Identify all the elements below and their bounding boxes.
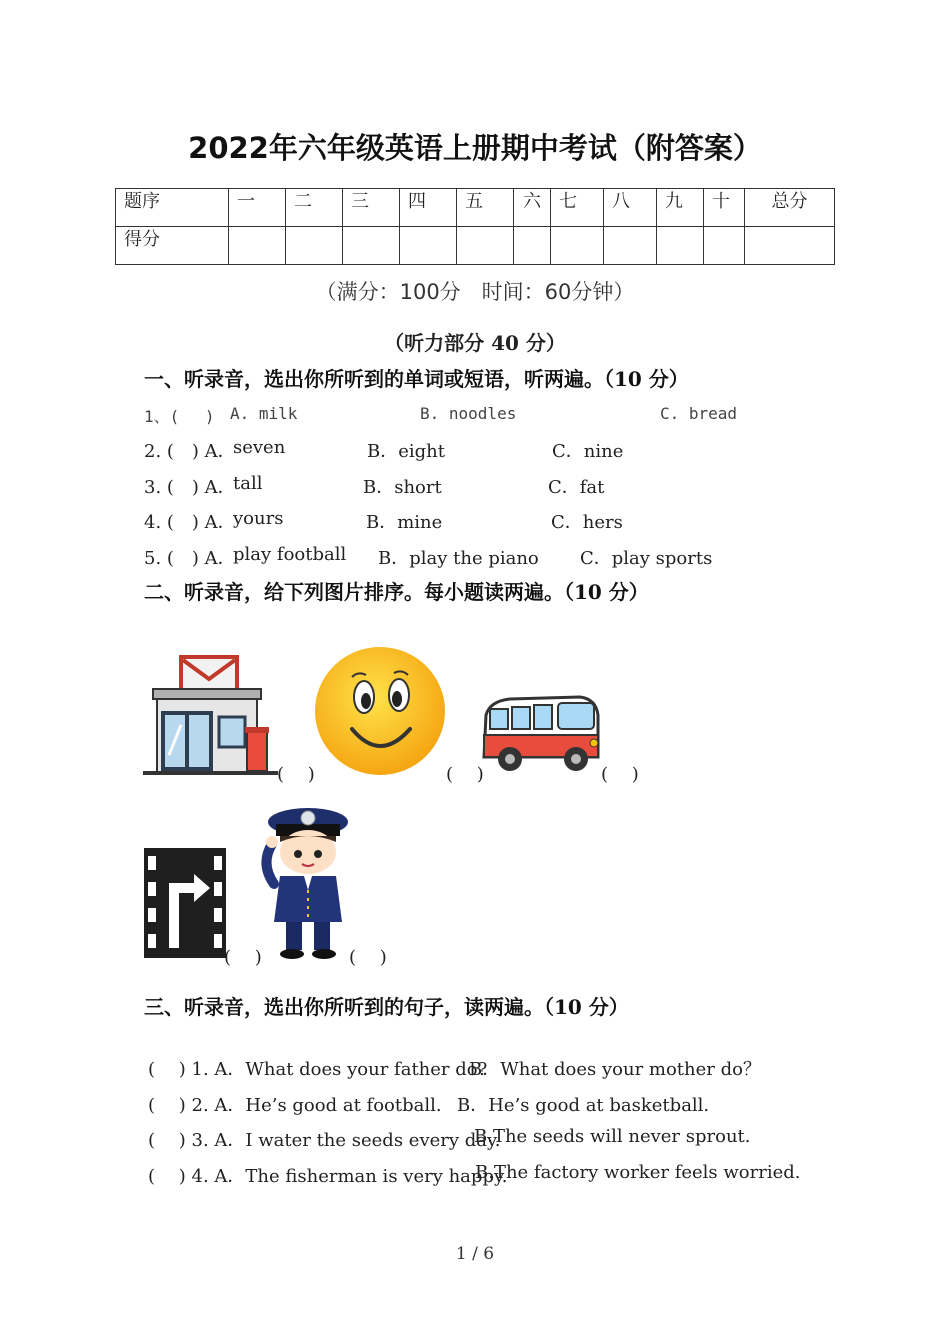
score-table [115,188,835,265]
score-cell: 题序 [116,189,229,227]
score-entry[interactable] [657,227,704,265]
s3-q1-option-b[interactable]: B．What does your mother do？ [469,1059,761,1080]
police-officer-icon [258,804,352,960]
q3-option-b[interactable]: B．short [363,477,442,498]
q2-number: 2. ( ) A． [144,441,236,462]
score-header-row [116,189,835,227]
score-cell: 八 [604,189,657,227]
s3-q2-option-a[interactable]: ( ) 2. A．He’s good at football. [148,1095,442,1116]
score-entry[interactable] [704,227,745,265]
section2-title: 二、听录音，给下列图片排序。每小题读两遍。（10 分） [144,580,649,604]
score-cell: 总分 [745,189,835,227]
section1-title: 一、听录音，选出你所听到的单词或短语，听两遍。（10 分） [144,367,689,391]
answer-blank-5[interactable]: ( ) [349,947,387,968]
q5-option-a[interactable]: play football [233,544,347,565]
score-value-row [116,227,835,265]
q5-option-c[interactable]: C．play sports [580,548,713,569]
q4-option-a[interactable]: yours [233,508,284,529]
q3-option-a[interactable]: tall [233,473,263,494]
score-cell: 一 [229,189,286,227]
score-cell: 三 [343,189,400,227]
page-title: 2022年六年级英语上册期中考试（附答案） [188,131,762,165]
listening-heading: （听力部分 40 分） [384,331,566,355]
answer-blank-1[interactable]: ( ) [277,764,315,785]
s3-q3-option-a[interactable]: ( ) 3. A．I water the seeds every day. [148,1130,501,1151]
q2-option-c[interactable]: C．nine [552,441,624,462]
q5-option-b[interactable]: B．play the piano [378,548,539,569]
q2-option-b[interactable]: B．eight [367,441,445,462]
score-entry[interactable] [604,227,657,265]
q4-option-b[interactable]: B．mine [366,512,443,533]
q5-number: 5. ( ) A． [144,548,236,569]
q1-option-b[interactable]: B. noodles [420,404,517,423]
q3-option-c[interactable]: C．fat [548,477,605,498]
score-cell: 五 [457,189,514,227]
post-office-icon [143,655,278,777]
score-cell: 七 [551,189,604,227]
score-entry[interactable] [343,227,400,265]
score-cell: 十 [704,189,745,227]
turn-right-sign-icon [144,848,226,958]
q1-option-c[interactable]: C. bread [660,404,738,423]
q4-option-c[interactable]: C．hers [551,512,623,533]
exam-note: （满分：100分 时间：60分钟） [315,280,635,304]
score-entry[interactable] [286,227,343,265]
s3-q3-option-b[interactable]: B.The seeds will never sprout. [474,1126,751,1147]
score-entry[interactable] [400,227,457,265]
q4-number: 4. ( ) A． [144,512,236,533]
s3-q4-option-a[interactable]: ( ) 4. A．The fisherman is very happy. [148,1166,508,1187]
smiley-icon [314,647,446,777]
s3-q2-option-b[interactable]: B．He’s good at basketball. [457,1095,710,1116]
score-entry[interactable] [745,227,835,265]
score-entry[interactable] [514,227,551,265]
score-entry[interactable] [551,227,604,265]
score-cell: 得分 [116,227,229,265]
score-cell: 二 [286,189,343,227]
bus-icon [480,695,602,775]
score-entry[interactable] [457,227,514,265]
score-cell: 四 [400,189,457,227]
score-cell: 九 [657,189,704,227]
s3-q4-option-b[interactable]: B.The factory worker feels worried. [475,1162,801,1183]
answer-blank-4[interactable]: ( ) [224,947,262,968]
q2-option-a[interactable]: seven [233,437,286,458]
q1-number: 1、( ) [144,407,215,426]
page-number: 1 / 6 [455,1244,495,1264]
score-entry[interactable] [229,227,286,265]
answer-blank-2[interactable]: ( ) [446,764,484,785]
s3-q1-option-a[interactable]: ( ) 1. A．What does your father do? [148,1059,488,1080]
q3-number: 3. ( ) A． [144,477,236,498]
q1-option-a[interactable]: A. milk [230,404,298,423]
section3-title: 三、听录音，选出你所听到的句子，读两遍。（10 分） [144,995,629,1019]
score-cell: 六 [514,189,551,227]
answer-blank-3[interactable]: ( ) [601,764,639,785]
